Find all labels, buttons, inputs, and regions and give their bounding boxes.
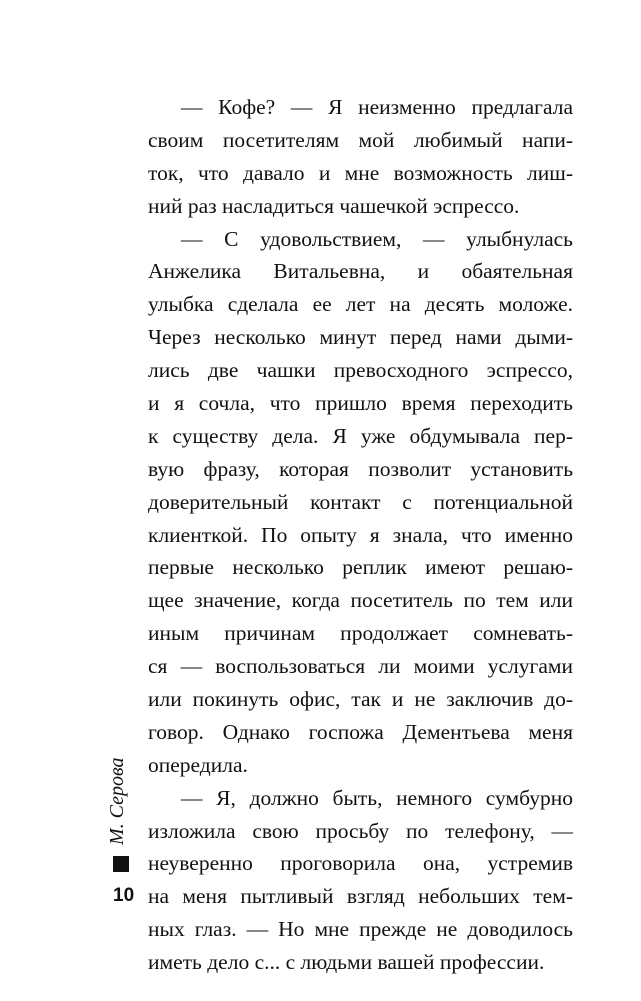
text-line: клиенткой. По опыту я знала, что именно (148, 522, 573, 547)
text-line: Анжелика Витальевна, и обаятельная (148, 259, 573, 284)
text-line: или покинуть офис, так и не заключив до- (148, 687, 573, 712)
running-head-author: М. Серова (106, 757, 128, 845)
text-line: опередила. (148, 752, 248, 777)
text-line: к существу дела. Я уже обдумывала пер- (148, 423, 573, 448)
text-line: Через несколько минут перед нами дыми- (148, 325, 573, 350)
text-line: иметь дело с... с людьми вашей профессии. (148, 950, 545, 975)
text-line: лись две чашки превосходного эспрессо, (148, 358, 573, 383)
text-line: ток, что давало и мне возможность лиш- (148, 160, 573, 185)
page-number: 10 (113, 885, 135, 906)
text-line: — С удовольствием, — улыбнулась (181, 226, 573, 251)
text-line: щее значение, когда посетитель по тем или (148, 588, 573, 613)
text-line: — Кофе? — Я неизменно предлагала (181, 95, 573, 119)
text-line: говор. Однако госпожа Дементьева меня (148, 719, 573, 744)
text-line: неуверенно проговорила она, устремив (148, 851, 573, 876)
text-line: и я сочла, что пришло время переходить (148, 391, 573, 416)
text-line: изложила свою просьбу по телефону, — (148, 818, 573, 843)
text-line: на меня пытливый взгляд небольших тем- (148, 884, 573, 909)
page-marker-square (113, 856, 129, 872)
text-line: своим посетителям мой любимый напи- (148, 127, 573, 152)
text-line: улыбка сделала ее лет на десять моложе. (148, 292, 573, 317)
text-line: ся — воспользоваться ли моими услугами (148, 654, 573, 679)
page-body-text (148, 91, 573, 979)
text-line: ний раз насладиться чашечкой эспрессо. (148, 193, 520, 218)
text-line: — Я, должно быть, немного сумбурно (181, 785, 573, 810)
text-line: вую фразу, которая позволит установить (148, 456, 573, 481)
text-line: иным причинам продолжает сомневать- (148, 621, 573, 646)
text-line: ных глаз. — Но мне прежде не доводилось (148, 917, 573, 942)
text-line: доверительный контакт с потенциальной (148, 489, 573, 514)
text-line: первые несколько реплик имеют решаю- (148, 555, 573, 580)
